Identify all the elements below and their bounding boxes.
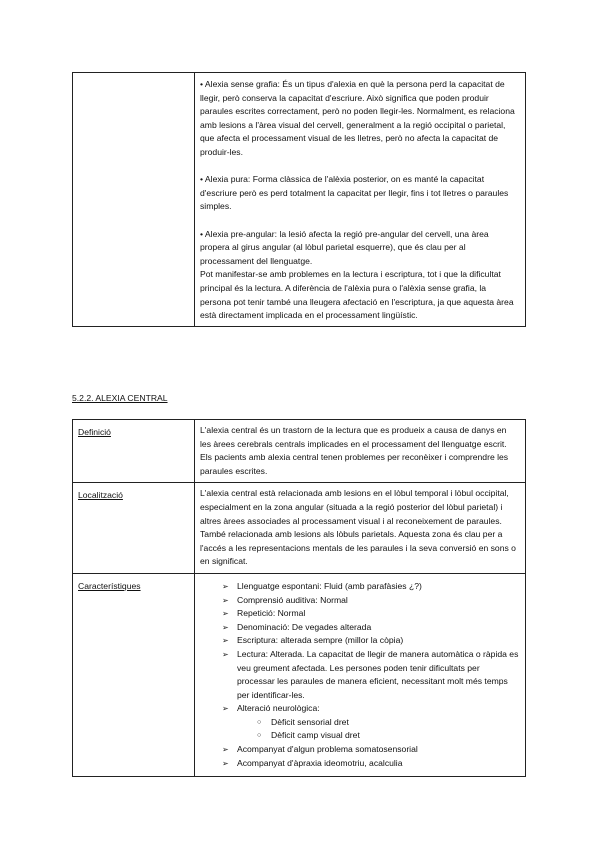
list-item: ➢ Lectura: Alterada. La capacitat de llegir de manera automàtica o ràpida es veu greument afectada. Les persones poden tenir dificultats per processar les paraules de manera eficient, necessitant molt més temps per identificar-les. xyxy=(222,648,519,700)
list-item: ➢ Denominació: De vegades alterada xyxy=(222,621,519,635)
caracteristiques-row xyxy=(73,573,526,776)
list-item: ➢ Repetició: Normal xyxy=(222,607,519,621)
localitzacio-label: Localització xyxy=(78,490,123,501)
arrow-bullet-icon: ➢ xyxy=(222,758,229,768)
arrow-bullet-icon: ➢ xyxy=(222,581,229,591)
definicio-row xyxy=(73,420,526,483)
arrow-bullet-icon: ➢ xyxy=(222,609,229,619)
localitzacio-row xyxy=(73,483,526,574)
alexia-sense-grafia-paragraph: • Alexia sense grafia: És un tipus d'alexia en què la persona perd la capacitat de llegir, però conserva la capacitat d'escriure. Això significa que poden produir paraules escrites correctament, però no poden llegir-les. Normalment, es relaciona amb lesions a l'àrea visual del cervell, generalment a la regió occipital o parietal, que afecta el processament visual de les lletres, però no afecta la capacitat de produir-les. xyxy=(200,79,515,157)
arrow-bullet-icon: ➢ xyxy=(222,649,229,659)
alexia-pre-angular-paragraph: • Alexia pre-angular: la lesió afecta la regió pre-angular del cervell, una àrea propera al girus angular (al lòbul parietal esquerre), que és clau per al processament del llenguatge. xyxy=(200,228,489,266)
alexia-central-table xyxy=(72,419,526,777)
arrow-bullet-icon: ➢ xyxy=(222,622,229,632)
caracteristiques-label: Característiques xyxy=(78,580,141,591)
definicio-label-cell xyxy=(73,420,195,483)
localitzacio-content-cell xyxy=(195,483,526,574)
caracteristiques-label-cell xyxy=(73,573,195,776)
definicio-label: Definició xyxy=(78,427,111,437)
caracteristiques-list xyxy=(200,580,519,770)
list-item: ➢ Comprensió auditiva: Normal xyxy=(222,594,519,608)
definicio-text: L'alexia central és un trastorn de la lectura que es produeix a causa de danys en les àrees cerebrals centrals implicades en el processament del llenguatge escrit. Els pacients amb alexia central tenen problemes per reconèixer i comprendre les paraules escrites. xyxy=(200,425,509,476)
list-item: ➢ Acompanyat d'algun problema somatosensorial xyxy=(222,743,519,757)
section-title: 5.2.2. ALEXIA CENTRAL xyxy=(72,393,168,403)
definicio-content-cell xyxy=(195,420,526,483)
caracteristiques-content-cell xyxy=(195,573,526,776)
empty-label-cell xyxy=(73,73,195,327)
sublist-item: ○ Dèficit camp visual dret xyxy=(257,729,519,743)
top-table xyxy=(72,72,526,327)
arrow-bullet-icon: ➢ xyxy=(222,636,229,646)
list-item: ➢ Llenguatge espontani: Fluid (amb parafàsies ¿?) xyxy=(222,580,519,594)
alexia-types-cell xyxy=(195,73,526,327)
alexia-pura-paragraph: • Alexia pura: Forma clàssica de l'alèxia posterior, on es manté la capacitat d'escriure però es perd totalment la capacitat per llegir, fins i tot lletres o paraules simples. xyxy=(200,174,509,212)
list-item: ➢ Escriptura: alterada sempre (millor la còpia) xyxy=(222,634,519,648)
list-item: ➢ Alteració neurològica: ○ Dèficit sensorial dret ○ Dèficit camp visual dret xyxy=(222,702,519,743)
localitzacio-text: L'alexia central està relacionada amb lesions en el lòbul temporal i lòbul occipital, especialment en la zona angular (situada a la regió posterior del lòbul parietal) i altres àrees associades al processament visual i al reconeixement de paraules. També relacionada amb lesions als lòbuls parietals. Aquesta zona és clau per a l'accés a les representacions mentals de les paraules i la seva conversió en sons o en significat. xyxy=(200,488,516,567)
arrow-bullet-icon: ➢ xyxy=(222,745,229,755)
arrow-bullet-icon: ➢ xyxy=(222,704,229,714)
list-item: ➢ Acompanyat d'àpraxia ideomotriu, acalculia xyxy=(222,757,519,771)
localitzacio-label-cell xyxy=(73,483,195,574)
arrow-bullet-icon: ➢ xyxy=(222,595,229,605)
circle-bullet-icon: ○ xyxy=(257,732,262,740)
alexia-pre-angular-extra: Pot manifestar-se amb problemes en la lectura i escriptura, tot i que la dificultat principal és la lectura. A diferència de l'alèxia pura o l'alèxia sense grafia, la persona pot tenir també una lleugera afectació en l'escriptura, ja que aquesta àrea està directament implicada en el processament lingüístic. xyxy=(200,269,514,321)
alteracio-sublist xyxy=(237,716,519,743)
sublist-item: ○ Dèficit sensorial dret xyxy=(257,716,519,730)
circle-bullet-icon: ○ xyxy=(257,718,262,726)
